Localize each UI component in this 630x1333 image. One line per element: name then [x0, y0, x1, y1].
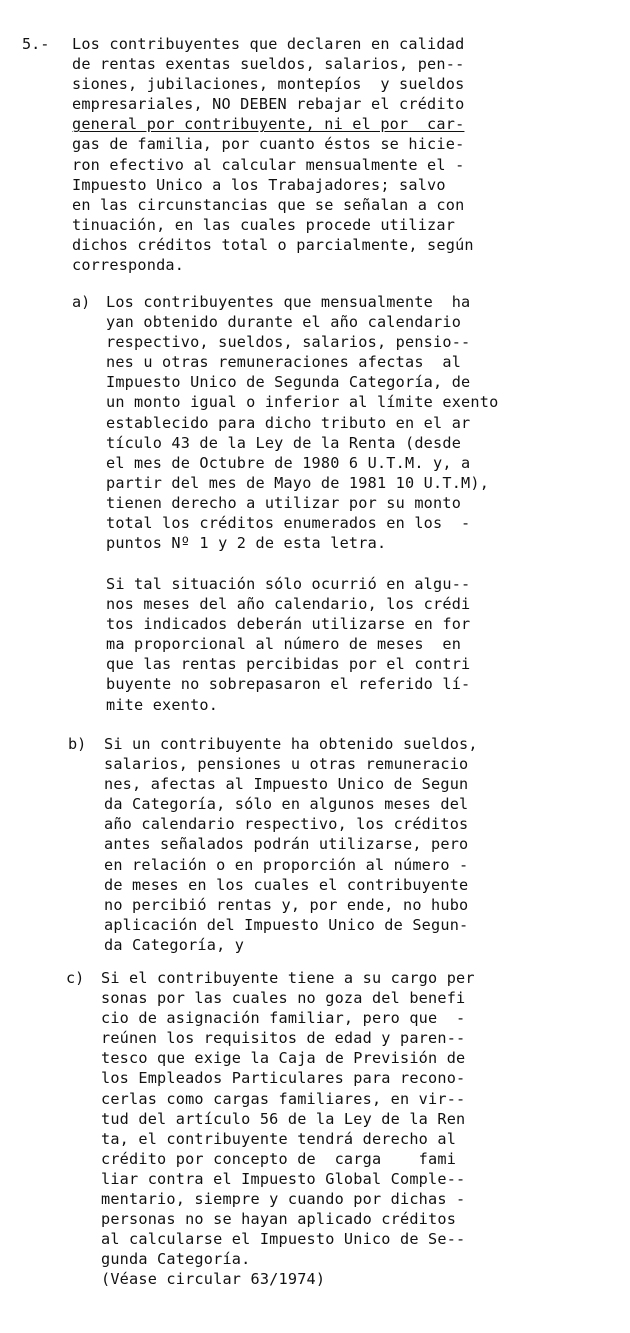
text-line: nes u otras remuneraciones afectas al	[106, 353, 462, 372]
text-line: liar contra el Impuesto Global Comple--	[101, 1169, 466, 1188]
text-line: no percibió rentas y, por ende, no hubo	[104, 895, 469, 914]
item-c-paragraph	[101, 968, 475, 1290]
text-line: tos indicados deberán utilizarse en for	[106, 615, 471, 634]
text-line: reúnen los requisitos de edad y paren--	[101, 1029, 466, 1048]
text-line: mite exento.	[106, 695, 219, 714]
text-line: yan obtenido durante el año calendario	[106, 313, 462, 332]
text-line: cerlas como cargas familiares, en vir--	[101, 1089, 466, 1108]
text-line: el mes de Octubre de 1980 6 U.T.M. y, a	[106, 453, 471, 472]
item-b-label: b)	[68, 735, 87, 753]
text-line: mentario, siempre y cuando por dichas -	[101, 1190, 466, 1209]
text-line: dichos créditos total o parcialmente, según	[72, 235, 474, 254]
item-a-paragraph	[106, 292, 498, 553]
text-line: da Categoría, sólo en algunos meses del	[104, 795, 469, 814]
text-line: tienen derecho a utilizar por su monto	[106, 493, 462, 512]
text-line: Los contribuyentes que mensualmente ha	[106, 293, 471, 311]
text-line: total los créditos enumerados en los -	[106, 514, 471, 533]
text-line: un monto igual o inferior al límite exento	[106, 393, 499, 412]
text-line: aplicación del Impuesto Unico de Segun-	[104, 915, 469, 934]
text-line: general por contribuyente, ni el por car-	[72, 115, 465, 134]
text-line: gas de familia, por cuanto éstos se hicie-	[72, 135, 465, 154]
text-line: ron efectivo al calcular mensualmente el -	[72, 155, 465, 174]
text-line: personas no se hayan aplicado créditos	[101, 1210, 457, 1229]
text-line: Si un contribuyente ha obtenido sueldos,	[104, 735, 478, 753]
text-line: los Empleados Particulares para recono-	[101, 1069, 466, 1088]
text-line: de rentas exentas sueldos, salarios, pen--	[72, 55, 465, 74]
item-b-paragraph	[104, 734, 478, 955]
text-line: sonas por las cuales no goza del benefi	[101, 989, 466, 1008]
section-5-paragraph	[72, 34, 474, 275]
text-line: en las circunstancias que se señalan a con	[72, 195, 465, 214]
text-line: Impuesto Unico a los Trabajadores; salvo	[72, 175, 446, 194]
text-line: al calcularse el Impuesto Unico de Se--	[101, 1230, 466, 1249]
text-line: da Categoría, y	[104, 935, 245, 954]
text-line: gunda Categoría.	[101, 1250, 251, 1269]
item-a-label: a)	[72, 293, 91, 311]
text-line: puntos Nº 1 y 2 de esta letra.	[106, 534, 387, 553]
text-line: ma proporcional al número de meses en	[106, 635, 462, 654]
text-line: Los contribuyentes que declaren en calidad	[72, 35, 465, 53]
text-line: (Véase circular 63/1974)	[101, 1270, 326, 1289]
text-line: antes señalados podrán utilizarse, pero	[104, 835, 469, 854]
text-line: empresariales, NO DEBEN rebajar el crédito	[72, 95, 465, 114]
text-line: de meses en los cuales el contribuyente	[104, 875, 469, 894]
text-line: nos meses del año calendario, los crédi	[106, 595, 471, 614]
text-line: salarios, pensiones u otras remuneracio	[104, 755, 469, 774]
text-line: Si el contribuyente tiene a su cargo per	[101, 969, 475, 987]
text-line: tinuación, en las cuales procede utilizar	[72, 215, 456, 234]
text-line: respectivo, sueldos, salarios, pensio--	[106, 333, 471, 352]
text-line: que las rentas percibidas por el contri	[106, 655, 471, 674]
section-number: 5.-	[22, 35, 50, 53]
text-line: cio de asignación familiar, pero que -	[101, 1009, 466, 1028]
text-line: tud del artículo 56 de la Ley de la Ren	[101, 1109, 466, 1128]
text-line: Si tal situación sólo ocurrió en algu--	[106, 575, 471, 593]
text-line: buyente no sobrepasaron el referido lí-	[106, 675, 471, 694]
item-c-label: c)	[66, 969, 85, 987]
text-line: ta, el contribuyente tendrá derecho al	[101, 1129, 457, 1148]
text-line: nes, afectas al Impuesto Unico de Segun	[104, 775, 469, 794]
text-line: crédito por concepto de carga fami	[101, 1149, 457, 1168]
text-line: en relación o en proporción al número -	[104, 855, 469, 874]
item-a-paragraph-2	[106, 574, 470, 715]
text-line: tesco que exige la Caja de Previsión de	[101, 1049, 466, 1068]
text-line: establecido para dicho tributo en el ar	[106, 413, 471, 432]
text-line: tículo 43 de la Ley de la Renta (desde	[106, 433, 462, 452]
text-line: año calendario respectivo, los créditos	[104, 815, 469, 834]
text-line: Impuesto Unico de Segunda Categoría, de	[106, 373, 471, 392]
text-line: siones, jubilaciones, montepíos y sueldos	[72, 75, 465, 94]
text-line: corresponda.	[72, 256, 185, 275]
text-line: partir del mes de Mayo de 1981 10 U.T.M),	[106, 473, 490, 492]
